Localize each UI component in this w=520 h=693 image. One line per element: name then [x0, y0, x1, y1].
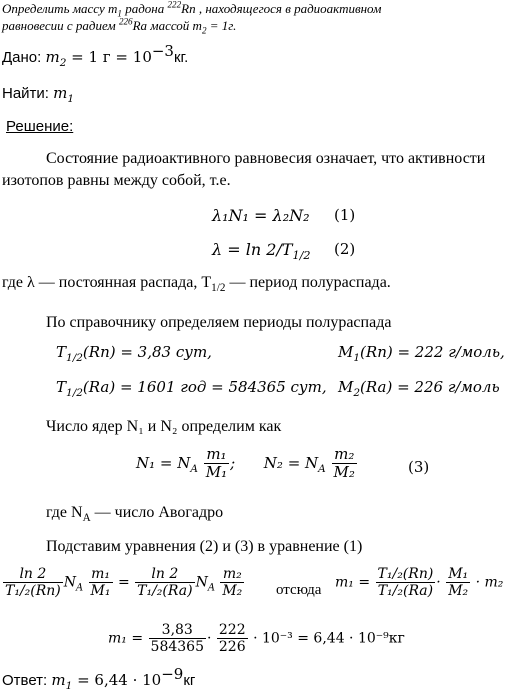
paragraph-nuclei-count: Число ядер N₁ и N₂ определим как — [46, 418, 282, 435]
substituted-equation: $\frac{\ln 2}{\text{T₁/₂(Rn)}}$ $N_A$ $\frac{\text{m₁}}{\text{M₁}}$ = $\frac{\ln 2}{\text{T₁/₂(Ra)}}$ $N_A$ $\frac{\text{m₂}}{\text{M₂}}$ — [5, 566, 243, 600]
equation-3-number: (3) — [408, 458, 430, 476]
paragraph-equilibrium-2: изотопов равны между собой, т.е. — [2, 172, 231, 189]
result-formula: m₁ = $\frac{\text{T₁/₂(Rn)}}{\text{T₁/₂(Ra)}}$ · $\frac{\text{M₁}}{\text{M₂}}$ · m₂ — [335, 566, 504, 600]
definition-decay-constant: где λ — постоянная распада, $T_{1/2}$ — период полураспада. — [2, 274, 391, 295]
answer-line: Ответ: $m_1 = 6,44 \cdot 10^{-9}кг$ — [2, 665, 196, 692]
half-life-rn: $T_{1/2}(Rn) = 3,83$ сут, — [56, 343, 212, 364]
whence-word: отсюда — [276, 582, 322, 598]
equation-2: $\lambda = \ln 2/T_{1/2}$ — [212, 240, 311, 263]
paragraph-reference: По справочнику определяем периоды полураспада — [46, 314, 392, 331]
solution-title: Решение: — [6, 118, 74, 135]
given-line: Дано: $m_2 = 1$ $г = 10^{-3}кг$. — [2, 42, 189, 69]
half-life-ra: $T_{1/2}(Ra) = 1601$ год = 584365 сут, — [56, 378, 327, 399]
definition-avogadro: где $N_A$ — число Авогадро — [46, 504, 224, 525]
equation-1: λ₁N₁ = λ₂N₂ — [212, 206, 310, 225]
problem-statement-line-2: равновесии с радием $^{226}$Ra массой $m_2 = 1г$. — [2, 16, 237, 36]
find-line: Найти: $m_1$ — [2, 84, 75, 105]
paragraph-equilibrium-1: Состояние радиоактивного равновесия означает, что активности — [46, 150, 486, 167]
molar-mass-ra: $M_2(Ra) = 226$ г/моль — [338, 378, 500, 399]
equation-2-number: (2) — [334, 240, 356, 258]
paragraph-substitute: Подставим уравнения (2) и (3) в уравнение (1) — [46, 538, 363, 555]
equation-1-number: (1) — [334, 206, 356, 224]
numeric-calculation: m₁ = $\frac{3,83}{584365}$ · $\frac{222}{226}$ · 10⁻³ = 6,44 · 10⁻⁹кг — [108, 622, 405, 656]
equation-3: $N_1 = N_A$ $\frac{\text{m₁}}{\text{M₁}}$ ; $N_2 = N_A$ $\frac{\text{m₂}}{\text{M₂}}$ — [136, 445, 355, 482]
problem-statement-line-1: Определить массу $m_1$ радона $^{222}$Rn , находящегося в радиоактивном — [2, 0, 382, 19]
molar-mass-rn: $M_1(Rn) = 222$ г/моль, — [338, 343, 505, 364]
